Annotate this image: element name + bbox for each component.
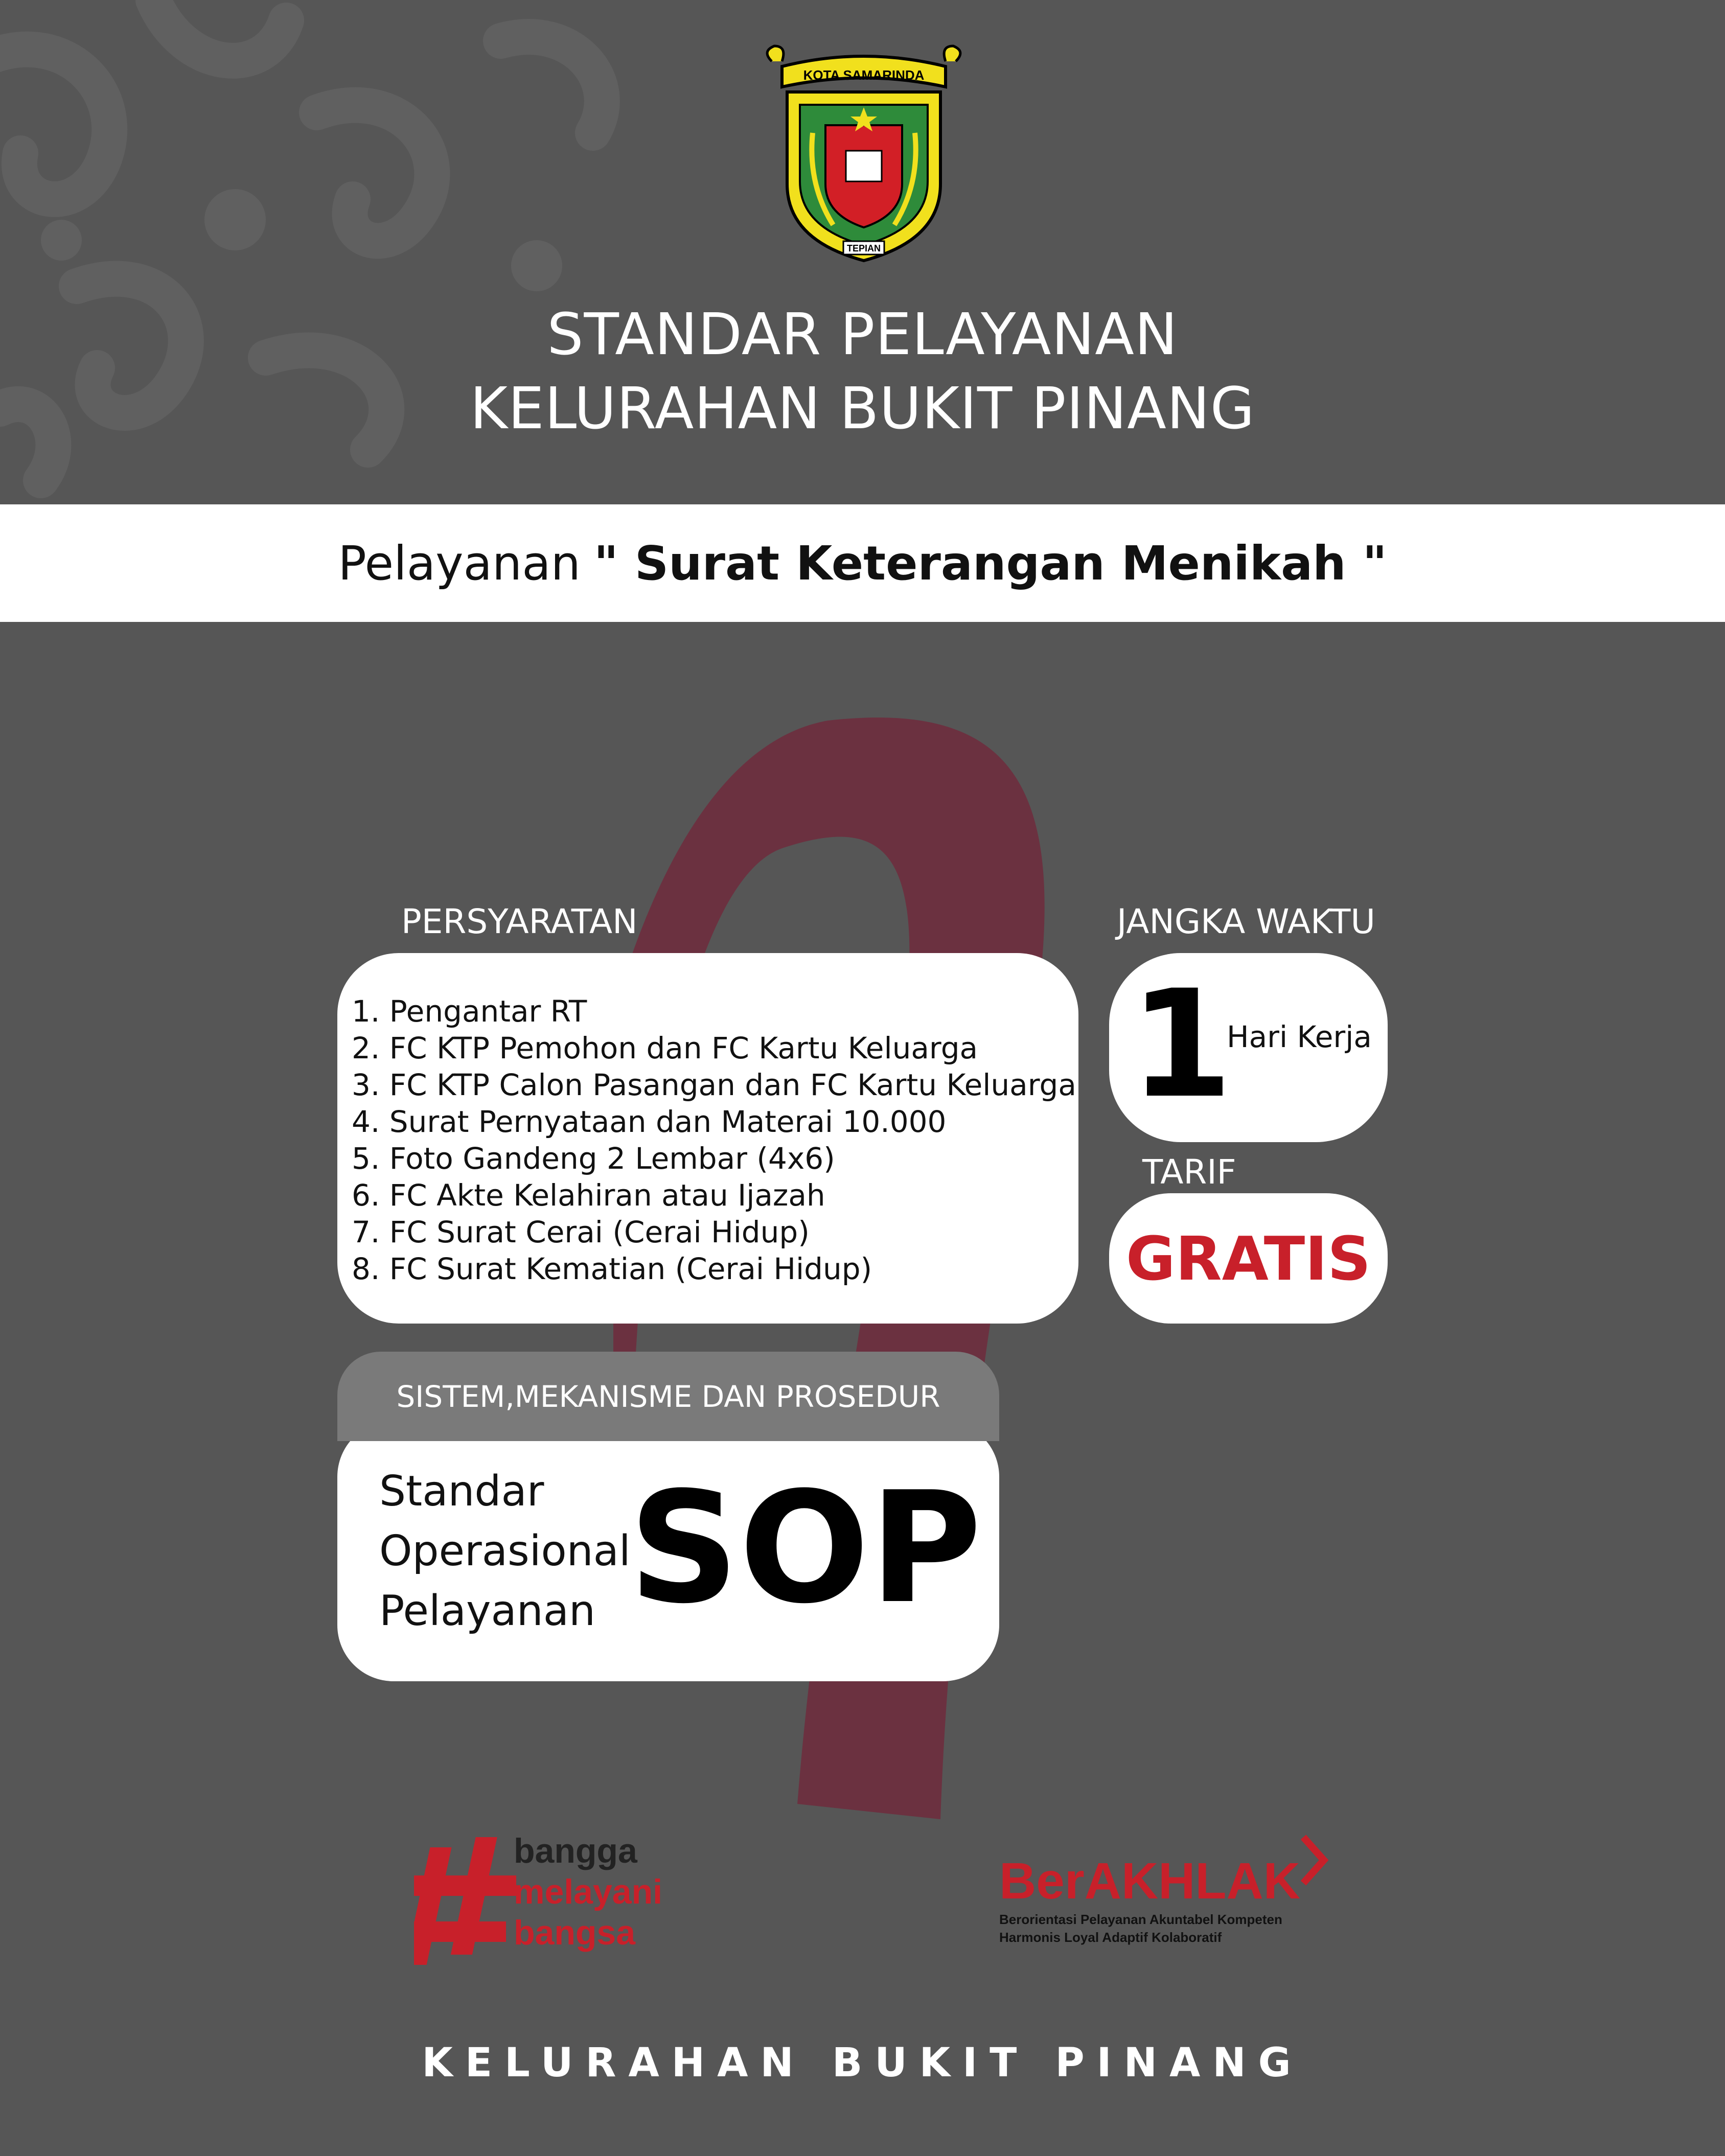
tariff-card <box>1109 1193 1388 1324</box>
berakhlak-logo <box>997 1832 1354 1955</box>
page-title-line2: KELURAHAN BUKIT PINANG <box>470 376 1255 442</box>
procedure-description <box>379 1462 631 1641</box>
bangga-line3: bangsa <box>514 1913 636 1952</box>
berakhlak-line1: Berorientasi Pelayanan Akuntabel Kompeten <box>999 1912 1282 1927</box>
requirements-card <box>337 953 1078 1324</box>
service-banner <box>0 504 1725 622</box>
service-name: " Surat Keterangan Menikah " <box>593 536 1387 591</box>
procedure-line3: Pelayanan <box>379 1587 595 1635</box>
crest-city-text: KOTA SAMARINDA <box>803 67 925 83</box>
duration-value: 1 <box>1130 959 1233 1131</box>
list-item: 2. FC KTP Pemohon dan FC Kartu Keluarga <box>352 1031 978 1065</box>
requirements-list <box>352 993 1076 1287</box>
list-item: 6. FC Akte Kelahiran atau Ijazah <box>352 1178 825 1213</box>
crest-motto-text: TEPIAN <box>846 243 881 253</box>
list-item: 8. FC Surat Kematian (Cerai Hidup) <box>352 1251 872 1286</box>
footer-title: KELURAHAN BUKIT PINANG <box>422 2040 1303 2086</box>
procedure-line2: Operasional <box>379 1527 631 1575</box>
samarinda-crest-logo <box>751 31 976 271</box>
procedure-label: SISTEM,MEKANISME DAN PROSEDUR <box>337 1352 999 1441</box>
bangga-line1: bangga <box>514 1832 637 1870</box>
list-item: 1. Pengantar RT <box>352 994 587 1029</box>
tariff-label: TARIF <box>1142 1152 1236 1192</box>
bangga-melayani-bangsa-logo <box>414 1827 731 1970</box>
duration-card <box>1109 953 1388 1142</box>
page-title-line1: STANDAR PELAYANAN <box>547 302 1178 368</box>
duration-label: JANGKA WAKTU <box>1117 902 1375 941</box>
bangga-line2: melayani <box>514 1872 663 1911</box>
berakhlak-line2: Harmonis Loyal Adaptif Kolaboratif <box>999 1930 1222 1945</box>
tariff-value: GRATIS <box>1125 1223 1371 1294</box>
procedure-line1: Standar <box>379 1467 544 1516</box>
list-item: 3. FC KTP Calon Pasangan dan FC Kartu Keluarga <box>352 1068 1076 1102</box>
list-item: 5. Foto Gandeng 2 Lembar (4x6) <box>352 1141 835 1176</box>
procedure-acronym: SOP <box>629 1459 982 1637</box>
berakhlak-name: BerAKHLAK <box>999 1852 1300 1910</box>
procedure-card <box>337 1421 999 1681</box>
duration-unit: Hari Kerja <box>1227 1019 1372 1054</box>
service-prefix: Pelayanan <box>338 536 581 591</box>
requirements-label: PERSYARATAN <box>401 902 638 941</box>
list-item: 7. FC Surat Cerai (Cerai Hidup) <box>352 1215 810 1249</box>
list-item: 4. Surat Pernyataan dan Materai 10.000 <box>352 1104 947 1139</box>
